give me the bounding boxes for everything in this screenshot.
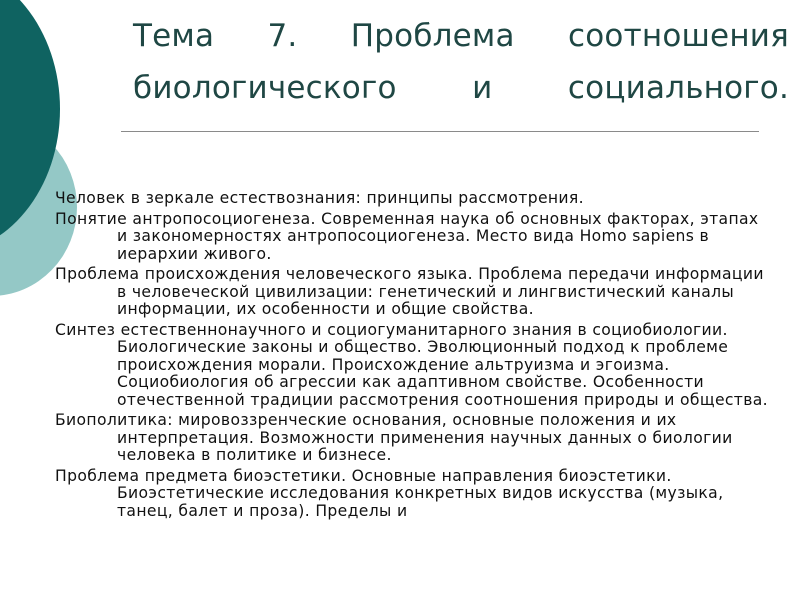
slide-title-line-2: биологического и социального.: [133, 70, 789, 106]
topic-item: Проблема предмета биоэстетики. Основные направления биоэстетики. Биоэстетические исследования конкретных видов искусства (музыка, танец, балет и проза). Пределы и: [55, 466, 724, 520]
slide-title: [133, 10, 789, 114]
slide-title-line-1: Тема 7. Проблема соотношения: [133, 18, 789, 54]
topic-item: Проблема происхождения человеческого языка. Проблема передачи информации в человеческой цивилизации: генетический и лингвистический каналы информации, их особенности и общие свойства.: [55, 265, 764, 318]
topic-item: Синтез естественнонаучного и социогуманитарного знания в социобиологии. Биологические законы и общество. Эволюционный подход к проблеме происхождения морали. Происхождение альтруизма и эгоизма. Социобиология об агрессии как адаптивном свойстве. Особенности отечественной традиции рассмотрения соотношения природы и общества.: [55, 320, 768, 409]
topic-item: Человек в зеркале естествознания: принципы рассмотрения.: [55, 189, 584, 207]
topic-item: Биополитика: мировоззренческие основания, основные положения и их интерпретация. Возможности применения научных данных о биологии человека в политике и бизнесе.: [55, 411, 733, 464]
topic-list: [55, 190, 770, 523]
title-divider: [121, 131, 759, 132]
topic-item: Понятие антропосоциогенеза. Современная наука об основных факторах, этапах и закономерностях антропосоциогенеза. Место вида Homo sapiens в иерархии живого.: [55, 209, 759, 263]
